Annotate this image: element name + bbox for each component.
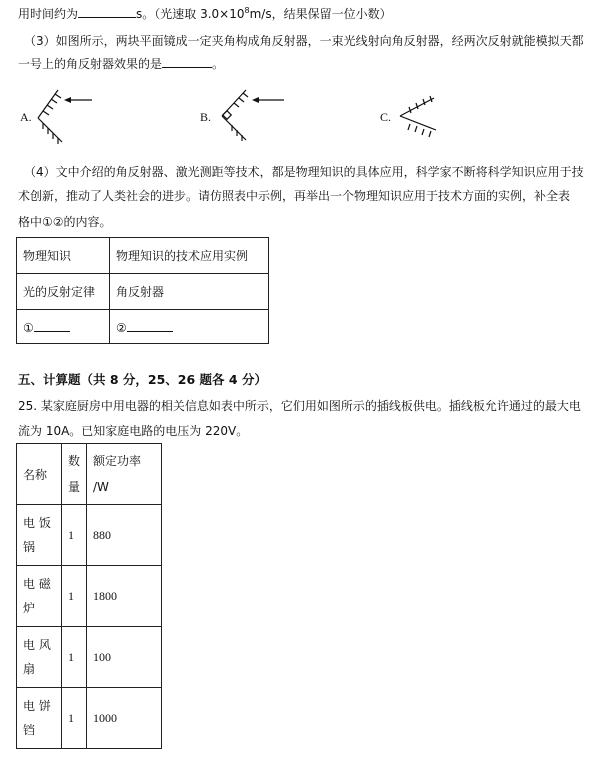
- q2-prefix: 用时间约为: [18, 7, 79, 21]
- q3-line-1: （3）如图所示，两块平面镜成一定夹角构成角反射器，一束光线射向角反射器，经两次反射就能模拟天都: [24, 34, 584, 48]
- option-c-diagram: [392, 88, 452, 138]
- cell-power: 880: [87, 505, 162, 566]
- q3-line-2-prefix: 一号上的角反射器效果的是: [18, 57, 163, 71]
- table-row: [17, 627, 162, 688]
- header-name: 名称: [17, 444, 62, 505]
- header-quantity: 数量: [62, 444, 87, 505]
- q2-suffix: s。（光速取 3.0×10: [136, 7, 245, 21]
- header-physics-knowledge: 物理知识: [17, 238, 110, 274]
- cell-blank-1[interactable]: ①: [17, 310, 110, 344]
- cell-appliance-name: 电 风 扇: [17, 627, 62, 688]
- cell-power: 100: [87, 627, 162, 688]
- cell-quantity: 1: [62, 688, 87, 749]
- cell-appliance-name: 电 饼 铛: [17, 688, 62, 749]
- cell-blank-2[interactable]: ②: [110, 310, 269, 344]
- section-5-title: 五、计算题（共 8 分，25、26 题各 4 分）: [18, 372, 267, 387]
- table-header-row: [17, 444, 162, 505]
- q3-answer-blank[interactable]: [162, 55, 212, 68]
- cell-quantity: 1: [62, 627, 87, 688]
- option-b-label: B.: [200, 110, 212, 124]
- header-application-example: 物理知识的技术应用实例: [110, 238, 269, 274]
- table-row: [17, 505, 162, 566]
- table-row: [17, 688, 162, 749]
- option-a-label: A.: [20, 110, 32, 124]
- header-rated-power: 额定功率 /W: [87, 444, 162, 505]
- table-row: [17, 310, 269, 344]
- mirror-c-lower: [400, 116, 436, 130]
- cell-appliance-name: 电 磁 炉: [17, 566, 62, 627]
- option-a-diagram: [30, 78, 105, 148]
- q4-line-1: （4）文中介绍的角反射器、激光测距等技术，都是物理知识的具体应用，科学家不断将科学知识应用于技: [24, 165, 584, 179]
- table-row: [17, 274, 269, 310]
- cell-power: 1800: [87, 566, 162, 627]
- table-header-row: [17, 238, 269, 274]
- q3-line-2-suffix: 。: [212, 57, 225, 71]
- cell-quantity: 1: [62, 566, 87, 627]
- q2-suffix-end: m/s，结果保留一位小数）: [249, 7, 392, 21]
- physics-application-table: [16, 237, 269, 344]
- q2-exponent: 8: [244, 6, 250, 15]
- cell-power: 1000: [87, 688, 162, 749]
- cell-appliance-name: 电 饭 锅: [17, 505, 62, 566]
- table-row: [17, 566, 162, 627]
- cell-quantity: 1: [62, 505, 87, 566]
- q25-line-1: 25. 某家庭厨房中用电器的相关信息如表中所示，它们用如图所示的插线板供电。插线板允许通过的最大电: [18, 399, 581, 413]
- option-c-label: C.: [380, 110, 392, 124]
- q2-tail-line: [18, 3, 392, 22]
- cell-corner-reflector: 角反射器: [110, 274, 269, 310]
- q4-line-2: 术创新，推动了人类社会的进步。请仿照表中示例，再举出一个物理知识应用于技术方面的实例，补全表: [18, 189, 571, 203]
- q3-line-2: [18, 55, 224, 72]
- q4-line-3: 格中①②的内容。: [18, 215, 112, 229]
- option-b-diagram: [210, 78, 290, 148]
- q25-line-2: 流为 10A。已知家庭电路的电压为 220V。: [18, 424, 249, 438]
- q2-answer-blank[interactable]: [78, 5, 136, 18]
- cell-reflection-law: 光的反射定律: [17, 274, 110, 310]
- appliance-table: [16, 443, 162, 749]
